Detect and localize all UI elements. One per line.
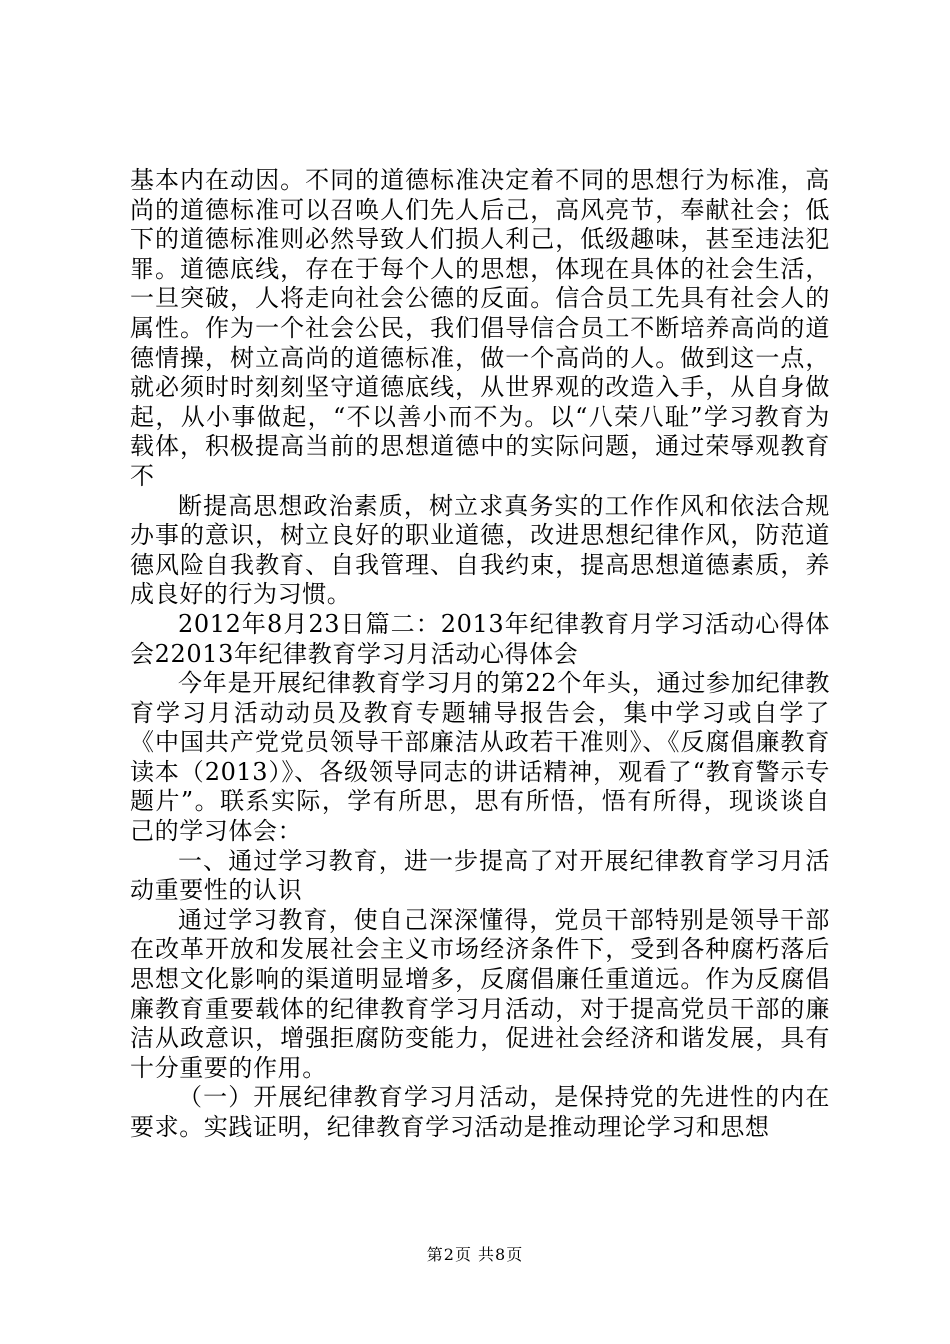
paragraph-5-heading: 一、通过学习教育，进一步提高了对开展纪律教育学习月活动重要性的认识 [130,846,830,905]
paragraph-6: 通过学习教育，使自己深深懂得，党员干部特别是领导干部在改革开放和发展社会主义市场经济条件下，受到各种腐朽落后思想文化影响的渠道明显增多，反腐倡廉任重道远。作为反腐倡廉教育重要载体的纪律教育学习月活动，对于提高党员干部的廉洁从政意识，增强拒腐防变能力，促进社会经济和谐发展，具有十分重要的作用。 [130,905,830,1082]
paragraph-4: 今年是开展纪律教育学习月的第22个年头，通过参加纪律教育学习月活动动员及教育专题辅导报告会，集中学习或自学了《中国共产党党员领导干部廉洁从政若干准则》、《反腐倡廉教育读本（2013）》、各级领导同志的讲话精神，观看了“教育警示专题片”。联系实际，学有所思，思有所悟，悟有所得，现谈谈自己的学习体会： [130,669,830,846]
paragraph-1: 基本内在动因。不同的道德标准决定着不同的思想行为标准，高尚的道德标准可以召唤人们先人后己，高风亮节，奉献社会；低下的道德标准则必然导致人们损人利己，低级趣味，甚至违法犯罪。道德底线，存在于每个人的思想，体现在具体的社会生活，一旦突破，人将走向社会公德的反面。信合员工先具有社会人的属性。作为一个社会公民，我们倡导信合员工不断培养高尚的道德情操，树立高尚的道德标准，做一个高尚的人。做到这一点，就必须时时刻刻坚守道德底线，从世界观的改造入手，从自身做起，从小事做起，“不以善小而不为。以“八荣八耻”学习教育为载体，积极提高当前的思想道德中的实际问题，通过荣辱观教育不 [130,166,830,490]
paragraph-7: （一）开展纪律教育学习月活动，是保持党的先进性的内在要求。实践证明，纪律教育学习活动是推动理论学习和思想 [130,1083,830,1141]
document-body [130,166,830,1143]
paragraph-3: 2012年8月23日篇二：2013年纪律教育月学习活动心得体会22013年纪律教育学习月活动心得体会 [130,609,830,668]
paragraph-2: 断提高思想政治素质，树立求真务实的工作作风和依法合规办事的意识，树立良好的职业道德，改进思想纪律作风，防范道德风险自我教育、自我管理、自我约束，提高思想道德素质，养成良好的行为习惯。 [130,491,830,609]
page-footer: 第2页 共8页 [426,1245,524,1264]
